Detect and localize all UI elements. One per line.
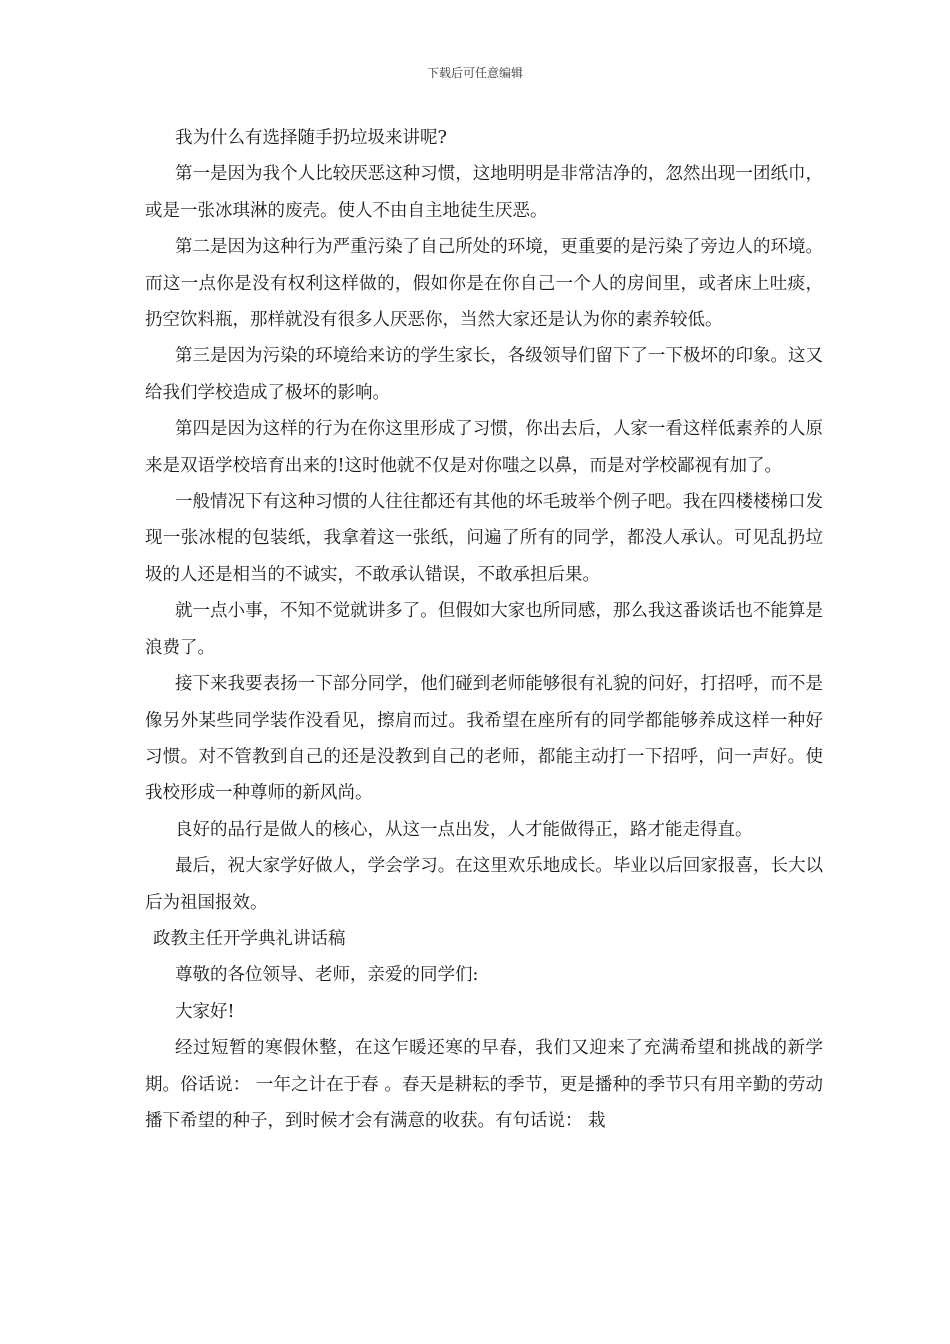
paragraph-new-semester: 经过短暂的寒假休整，在这乍暖还寒的早春，我们又迎来了充满希望和挑战的新学期。俗话说： 一年之计在于春 。春天是耕耘的季节，更是播种的季节只有用辛勤的劳动播下希望的种子，到时候才会有满意的收获。有句话说： 栽 (145, 1038, 823, 1131)
paragraph-example: 一般情况下有这种习惯的人往往都还有其他的坏毛玻举个例子吧。我在四楼楼梯口发现一张冰棍的包装纸，我拿着这一张纸，问遍了所有的同学，都没人承认。可见乱扔垃圾的人还是相当的不诚实，不敢承认错误，不敢承担后果。 (145, 492, 823, 585)
paragraph-salutation: 尊敬的各位领导、老师，亲爱的同学们: (175, 965, 479, 986)
section-title: 政教主任开学典礼讲话稿 (153, 928, 346, 949)
paragraph-small-matter: 就一点小事，不知不觉就讲多了。但假如大家也所同感，那么我这番谈话也不能算是浪费了。 (145, 601, 823, 658)
paragraph-greeting: 大家好! (175, 1001, 235, 1022)
paragraph-reason-3: 第三是因为污染的环境给来访的学生家长，各级领导们留下了一下极坏的印象。这又给我们学校造成了极坏的影响。 (145, 346, 823, 403)
paragraph-character: 良好的品行是做人的核心，从这一点出发，人才能做得正，路才能走得直。 (175, 819, 753, 840)
paragraph-reason-1: 第一是因为我个人比较厌恶这种习惯，这地明明是非常洁净的，忽然出现一团纸巾，或是一张冰琪淋的废壳。使人不由自主地徒生厌恶。 (145, 164, 823, 221)
paragraph-closing: 最后，祝大家学好做人，学会学习。在这里欢乐地成长。毕业以后回家报喜，长大以后为祖国报效。 (145, 856, 823, 913)
page-header: 下载后可任意编辑 (426, 66, 523, 80)
paragraph-question: 我为什么有选择随手扔垃圾来讲呢? (175, 128, 447, 148)
document-body (145, 120, 823, 1139)
paragraph-reason-4: 第四是因为这样的行为在你这里形成了习惯，你出去后，人家一看这样低素养的人原来是双语学校培育出来的!这时他就不仅是对你嗤之以鼻，而是对学校鄙视有加了。 (145, 419, 823, 476)
paragraph-praise: 接下来我要表扬一下部分同学，他们碰到老师能够很有礼貌的问好，打招呼，而不是像另外某些同学装作没看见，擦肩而过。我希望在座所有的同学都能够养成这样一种好习惯。对不管教到自己的还是没教到自己的老师，都能主动打一下招呼，问一声好。使我校形成一种尊师的新风尚。 (145, 674, 823, 804)
paragraph-reason-2: 第二是因为这种行为严重污染了自己所处的环境，更重要的是污染了旁边人的环境。而这一点你是没有权利这样做的，假如你是在你自己一个人的房间里，或者床上吐痰，扔空饮料瓶，那样就没有很多人厌恶你，当然大家还是认为你的素养较低。 (145, 237, 823, 331)
